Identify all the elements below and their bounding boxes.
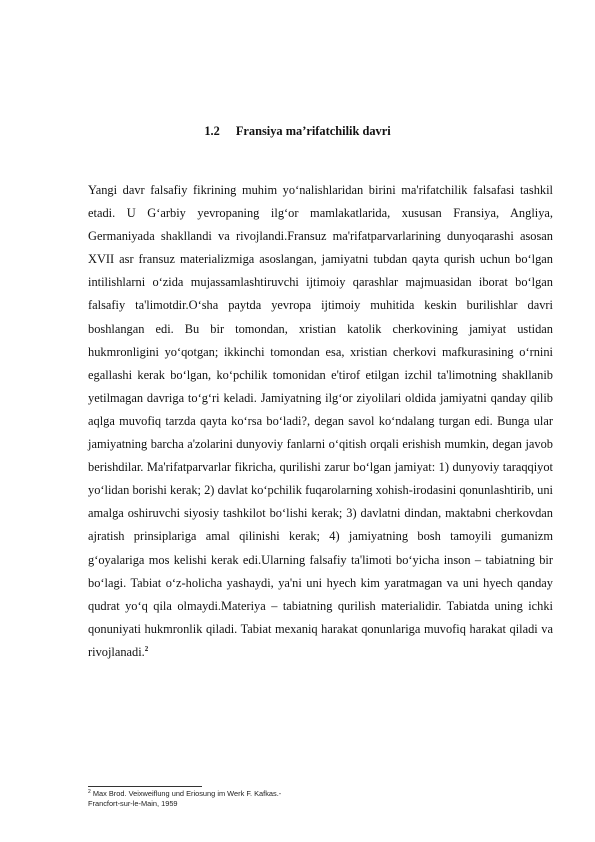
footnote: [88, 789, 388, 809]
body-paragraph: [88, 179, 553, 664]
footnote-citation: Max Brod. Veixweiflung und Eriosung im Werk F. Kafkas.-: [90, 789, 282, 798]
footnote-divider: [88, 786, 202, 787]
footnote-reference[interactable]: 2: [144, 644, 149, 653]
section-heading: [0, 122, 595, 140]
paragraph-text: Yangi davr falsafiy fikrining muhim yo‘nalishlaridan birini ma'rifatchilik falsafasi tashkil etadi. U G‘arbiy yevropaning ilg‘or mamlakatlarida, xususan Fransiya, Angliya, Germaniyada shakllandi va rivojlandi.Fransuz ma'rifatparvarlarining dunyoqarashi asosan XVII asr fransuz materializmiga asoslangan, jamiyatni tubdan qayta qurish uchun bo‘lgan intilishlarni o‘zida mujassamlashtiruvchi ijtimoiy qarashlar majmuasidan iborat bo‘lgan falsafiy ta'limotdir.O‘sha paytda yevropa ijtimoiy muhitida keskin burilishlar davri boshlangan edi. Bu bir tomondan, xristian katolik cherkovining jamiyat ustidan hukmronligini yo‘qotgan; ikkinchi tomondan esa, xristian cherkovi mafkurasining o‘rnini egallashi kerak bo‘lgan, ko‘pchilik tomonidan e'tirof etilgan izchil ta'limotning shakllanib yetilmagan davriga to‘g‘ri keladi. Jamiyatning ilg‘or ziyolilari oldida jamiyatni qanday qilib aqlga muvofiq tarzda qayta ko‘rsa bo‘ladi?, degan savol ko‘ndalang turgan edi. Bunga ular jamiyatning barcha a'zolarini dunyoviy fanlarni o‘qitish orqali erishish mumkin, degan javob berishdilar. Ma'rifatparvarlar fikricha, qurilishi zarur bo‘lgan jamiyat: 1) dunyoviy taraqqiyot yo‘lidan borishi kerak; 2) davlat ko‘pchilik fuqarolarning xohish-irodasini qonunlashtirib, uni amalga oshiruvchi siyosiy tashkilot bo‘lishi kerak; 3) davlatni dindan, maktabni cherkovdan ajratish prinsiplariga amal qilinishi kerak; 4) jamiyatning bosh tamoyili gumanizm g‘oyalariga mos kelishi kerak edi.Ularning falsafiy ta'limoti bo‘yicha inson – tabiatning bir bo‘lagi. Tabiat o‘z-holicha yashaydi, ya'ni uni hyech kim yaratmagan va uni hyech qanday qudrat yo‘q qila olmaydi.Materiya – tabiatning qurilish materialidir. Tabiatda uning ichki qonuniyati hukmronlik qiladi. Tabiat mexaniq harakat qonunlariga muvofiq harakat qiladi va rivojlanadi.: [88, 183, 553, 659]
section-number: 1.2: [204, 124, 220, 138]
footnote-line-2: Francfort-sur-le-Main, 1959: [88, 799, 178, 808]
body-text: [88, 179, 553, 664]
section-title: Fransiya ma’rifatchilik davri: [235, 124, 391, 138]
footnote-line-1: [88, 789, 388, 799]
footnote-mark: 2: [88, 789, 91, 795]
